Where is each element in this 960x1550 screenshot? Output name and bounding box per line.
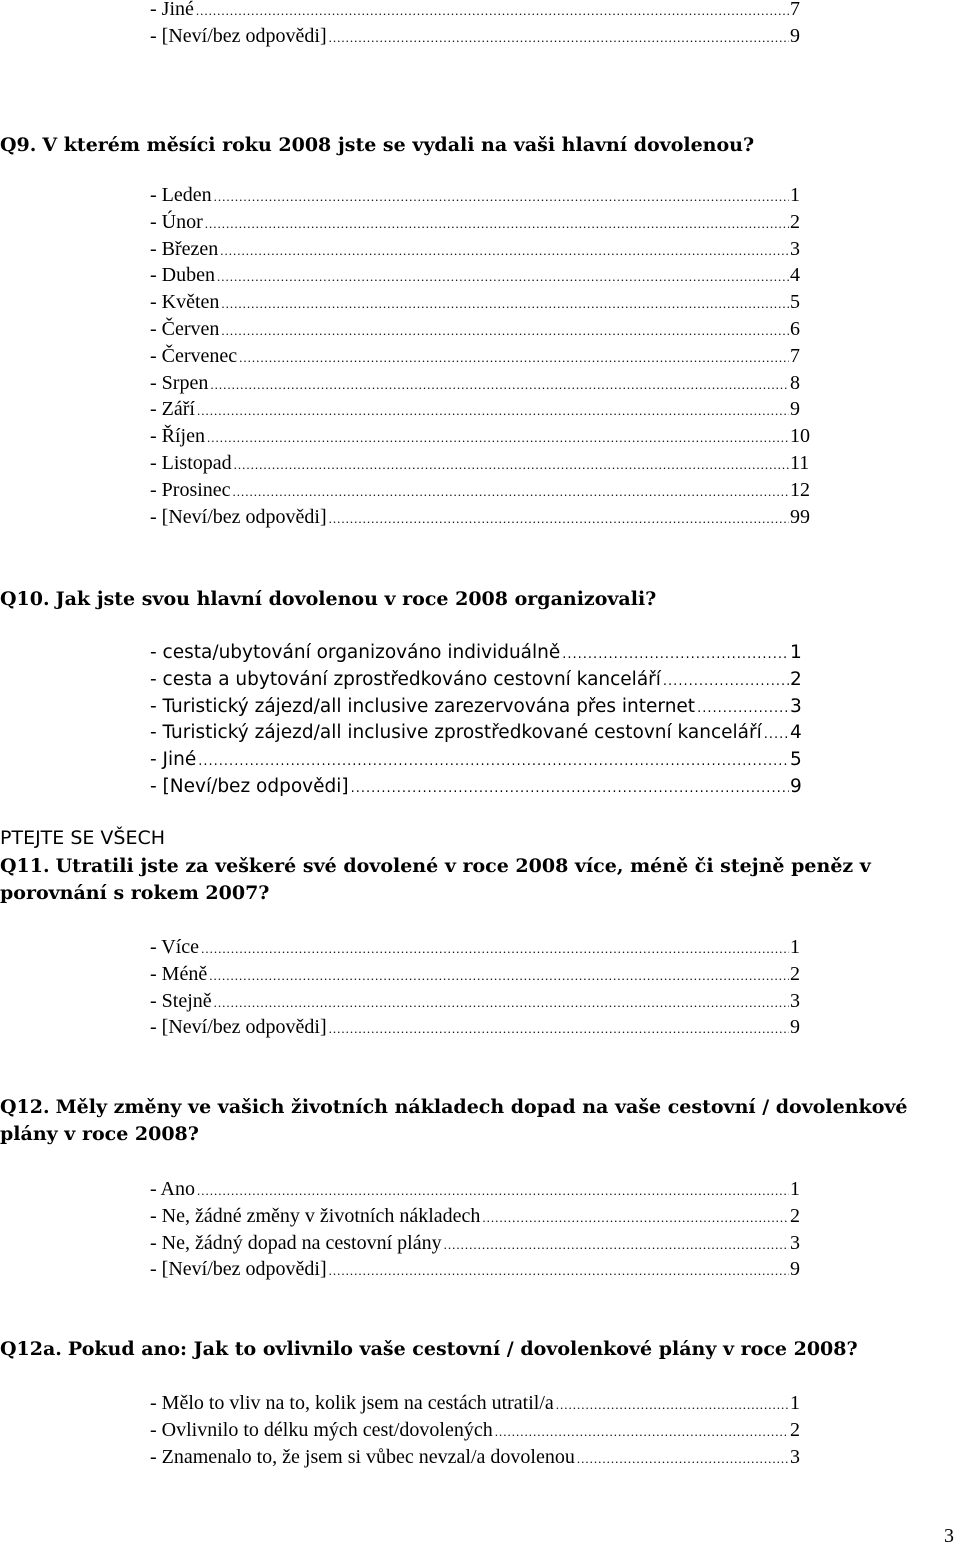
option-code: 5 xyxy=(790,749,802,771)
dot-leader xyxy=(198,749,789,775)
option-code: 3 xyxy=(790,1445,800,1468)
question-text: Pokud ano: Jak to ovlivnilo vaše cestovní / dovolenkové plány v roce 2008? xyxy=(67,1338,858,1360)
option-label: - Mělo to vliv na to, kolik jsem na cestách utratil/a xyxy=(150,1392,554,1414)
answer-option xyxy=(150,1176,810,1203)
option-code: 2 xyxy=(790,668,802,690)
answer-option xyxy=(150,343,810,370)
option-label: - Leden xyxy=(150,184,212,206)
option-label: - cesta a ubytování zprostředkováno cestovní kanceláří xyxy=(150,668,661,690)
question-text: V kterém měsíci roku 2008 jste se vydali na vaši hlavní dovolenou? xyxy=(42,134,755,156)
option-label: - Turistický zájezd/all inclusive zarezervována přes internet xyxy=(150,695,696,717)
option-code: 9 xyxy=(790,1258,800,1281)
dot-leader xyxy=(556,1392,789,1418)
answer-option xyxy=(150,961,810,988)
question-text: Jak jste svou hlavní dovolenou v roce 2008 organizovali? xyxy=(55,588,657,610)
answer-option xyxy=(150,1390,810,1417)
answer-option xyxy=(150,988,810,1015)
ask-all-note: PTEJTE SE VŠECH xyxy=(0,827,166,849)
dot-leader xyxy=(234,452,789,478)
dot-leader xyxy=(197,1178,789,1204)
question-q11: Q11. Utratili jste za veškeré své dovolené v roce 2008 více, méně či stejně peněz v porovnání s rokem 2007? xyxy=(0,855,871,904)
option-label: - Více xyxy=(150,936,200,958)
option-label: - Ovlivnilo to délku mých cest/dovolených xyxy=(150,1418,493,1441)
option-code: 2 xyxy=(790,210,800,233)
option-code: 9 xyxy=(790,1016,800,1039)
question-q12a: Q12a. Pokud ano: Jak to ovlivnilo vaše cestovní / dovolenkové plány v roce 2008? xyxy=(0,1338,858,1360)
option-label: - Listopad xyxy=(150,451,232,474)
dot-leader xyxy=(577,1446,789,1472)
dot-leader xyxy=(329,1016,789,1042)
answer-option xyxy=(150,316,810,343)
answer-option xyxy=(150,1444,810,1471)
option-code: 3 xyxy=(790,237,800,260)
options-q12 xyxy=(150,1176,810,1283)
answer-option xyxy=(150,262,810,289)
option-code: 7 xyxy=(790,344,800,367)
answer-option xyxy=(150,667,810,694)
option-code: 1 xyxy=(790,1392,800,1414)
page-number: 3 xyxy=(944,1525,954,1547)
option-code: 3 xyxy=(790,695,802,717)
answer-option xyxy=(150,396,810,423)
option-code: 1 xyxy=(790,936,800,958)
dot-leader xyxy=(205,211,789,237)
answer-option xyxy=(150,23,810,50)
answer-option xyxy=(150,934,810,961)
dot-leader xyxy=(495,1419,789,1445)
answer-option xyxy=(150,1014,810,1041)
option-code: 8 xyxy=(790,371,800,394)
option-code: 1 xyxy=(790,1178,800,1200)
dot-leader xyxy=(214,990,789,1016)
dot-leader xyxy=(233,479,789,505)
option-label: - Jiné xyxy=(150,749,197,771)
option-code: 99 xyxy=(790,505,810,528)
options-q11 xyxy=(150,934,810,1041)
option-label: - Srpen xyxy=(150,371,209,394)
dot-leader xyxy=(207,425,789,451)
dot-leader xyxy=(220,238,789,264)
answer-option xyxy=(150,1203,810,1230)
answer-option xyxy=(150,423,810,450)
dot-leader xyxy=(764,722,789,748)
dot-leader xyxy=(196,0,789,24)
dot-leader xyxy=(351,776,789,802)
answer-option xyxy=(150,236,810,263)
dot-leader xyxy=(209,963,789,989)
answer-option xyxy=(150,0,810,23)
option-code: 9 xyxy=(790,24,800,47)
dot-leader xyxy=(329,506,789,532)
option-code: 4 xyxy=(790,722,802,744)
dot-leader xyxy=(562,642,789,668)
option-label: - Stejně xyxy=(150,989,212,1012)
dot-leader xyxy=(221,318,789,344)
option-label: - Turistický zájezd/all inclusive zprostředkované cestovní kanceláří xyxy=(150,722,762,744)
option-code: 4 xyxy=(790,264,800,287)
option-label: - [Neví/bez odpovědi] xyxy=(150,24,327,47)
question-text: Měly změny ve vašich životních nákladech dopad na vaše cestovní / dovolenkové plány v roce 2008? xyxy=(0,1096,908,1145)
option-code: 11 xyxy=(790,451,810,474)
option-label: - Říjen xyxy=(150,425,205,448)
option-label: - Ne, žádné změny v životních nákladech xyxy=(150,1204,481,1227)
option-label: - Červen xyxy=(150,317,220,340)
option-code: 10 xyxy=(790,425,810,448)
question-text: Utratili jste za veškeré své dovolené v roce 2008 více, méně či stejně peněz v porovnání s rokem 2007? xyxy=(0,855,871,904)
option-code: 9 xyxy=(790,775,802,797)
dot-leader xyxy=(444,1232,789,1258)
option-label: - Ano xyxy=(150,1178,195,1200)
dot-leader xyxy=(217,264,789,290)
dot-leader xyxy=(329,25,789,51)
option-label: - Jiné xyxy=(150,0,194,20)
options-q9 xyxy=(150,182,810,530)
dot-leader xyxy=(329,1258,789,1284)
dot-leader xyxy=(201,936,789,962)
dot-leader xyxy=(197,398,789,424)
option-label: - [Neví/bez odpovědi] xyxy=(150,1016,327,1039)
option-code: 1 xyxy=(790,642,802,663)
option-label: - [Neví/bez odpovědi] xyxy=(150,775,349,797)
option-label: - Únor xyxy=(150,210,203,233)
option-code: 12 xyxy=(790,478,810,501)
dot-leader xyxy=(697,696,789,722)
question-q12: Q12. Měly změny ve vašich životních nákladech dopad na vaše cestovní / dovolenkové plány v roce 2008? xyxy=(0,1096,908,1145)
option-code: 9 xyxy=(790,398,800,421)
dot-leader xyxy=(482,1205,789,1231)
option-label: - Květen xyxy=(150,291,220,314)
option-code: 2 xyxy=(790,962,800,985)
answer-option xyxy=(150,289,810,316)
option-label: - Červenec xyxy=(150,344,238,367)
dot-leader xyxy=(663,669,789,695)
answer-option xyxy=(150,182,810,209)
option-code: 3 xyxy=(790,1231,800,1254)
options-q12a xyxy=(150,1390,810,1470)
answer-option xyxy=(150,774,810,801)
option-code: 7 xyxy=(790,0,800,20)
answer-option xyxy=(150,1230,810,1257)
answer-option xyxy=(150,504,810,531)
option-code: 3 xyxy=(790,989,800,1012)
answer-option xyxy=(150,370,810,397)
option-label: - Prosinec xyxy=(150,478,231,501)
answer-option xyxy=(150,640,810,667)
option-label: - [Neví/bez odpovědi] xyxy=(150,1258,327,1281)
option-label: - Březen xyxy=(150,237,219,260)
dot-leader xyxy=(221,291,789,317)
dot-leader xyxy=(210,372,789,398)
option-label: - Září xyxy=(150,398,195,421)
option-code: 5 xyxy=(790,291,800,314)
answer-option xyxy=(150,694,810,721)
dot-leader xyxy=(214,184,789,210)
option-label: - Znamenalo to, že jsem si vůbec nevzal/a dovolenou xyxy=(150,1445,575,1468)
option-code: 6 xyxy=(790,317,800,340)
question-q9: Q9. V kterém měsíci roku 2008 jste se vydali na vaši hlavní dovolenou? xyxy=(0,134,755,156)
option-label: - [Neví/bez odpovědi] xyxy=(150,505,327,528)
dot-leader xyxy=(239,345,789,371)
answer-option xyxy=(150,747,810,774)
option-label: - Ne, žádný dopad na cestovní plány xyxy=(150,1231,442,1254)
option-code: 2 xyxy=(790,1204,800,1227)
answer-option xyxy=(150,450,810,477)
option-label: - Méně xyxy=(150,962,208,985)
question-q10: Q10. Jak jste svou hlavní dovolenou v roce 2008 organizovali? xyxy=(0,588,657,610)
answer-option xyxy=(150,1417,810,1444)
answer-option xyxy=(150,477,810,504)
option-label: - cesta/ubytování organizováno individuálně xyxy=(150,642,561,663)
answer-option xyxy=(150,720,810,747)
options-q10 xyxy=(150,640,810,801)
option-label: - Duben xyxy=(150,264,215,287)
option-code: 1 xyxy=(790,184,800,206)
answer-option xyxy=(150,1256,810,1283)
options-top xyxy=(150,0,810,50)
answer-option xyxy=(150,209,810,236)
option-code: 2 xyxy=(790,1418,800,1441)
